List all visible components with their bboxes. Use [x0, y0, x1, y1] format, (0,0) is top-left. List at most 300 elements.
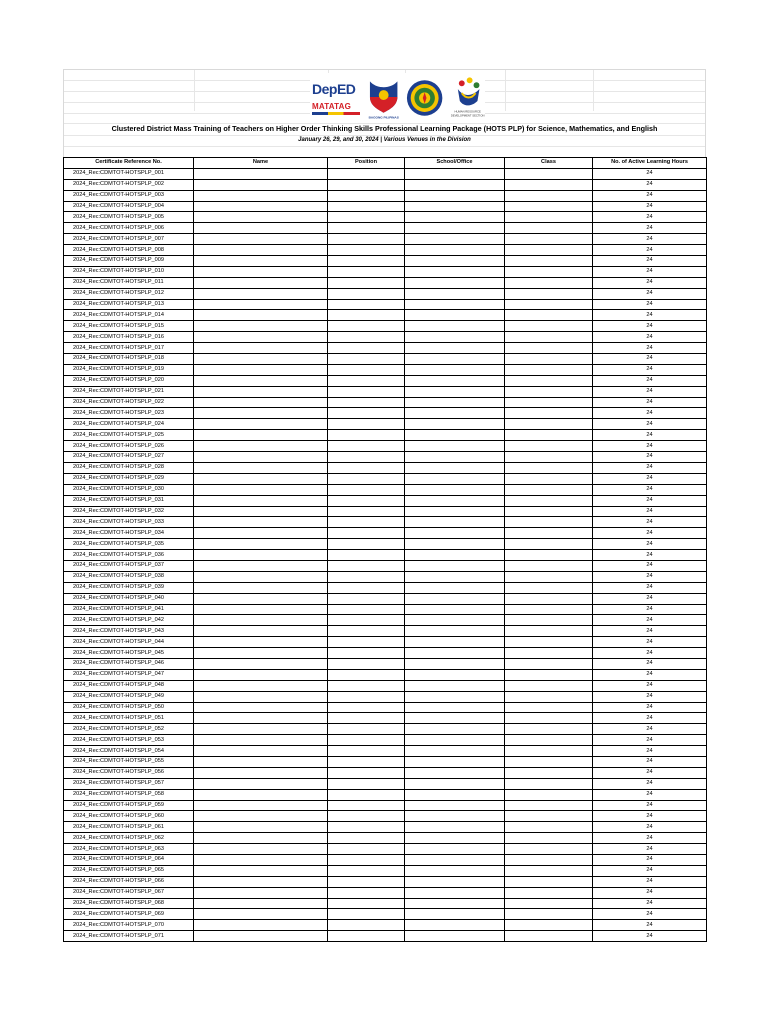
cell-class[interactable] — [505, 462, 593, 473]
cell-name[interactable] — [194, 844, 328, 855]
cell-name[interactable] — [194, 506, 328, 517]
table-row — [64, 321, 707, 332]
cell-school[interactable] — [405, 495, 505, 506]
cell-reference: 2024_Rec:CDMTOT-HOTSPLP_004 — [64, 201, 194, 212]
cell-school[interactable] — [405, 876, 505, 887]
cell-school[interactable] — [405, 637, 505, 648]
table-row — [64, 822, 707, 833]
cell-name[interactable] — [194, 375, 328, 386]
cell-school[interactable] — [405, 648, 505, 659]
cell-class[interactable] — [505, 582, 593, 593]
cell-name[interactable] — [194, 419, 328, 430]
cell-name[interactable] — [194, 223, 328, 234]
cell-name[interactable] — [194, 179, 328, 190]
cell-school[interactable] — [405, 201, 505, 212]
cell-name[interactable] — [194, 637, 328, 648]
cell-name[interactable] — [194, 517, 328, 528]
table-row — [64, 375, 707, 386]
cell-class[interactable] — [505, 528, 593, 539]
cell-class[interactable] — [505, 277, 593, 288]
cell-name[interactable] — [194, 539, 328, 550]
cell-class[interactable] — [505, 844, 593, 855]
cell-class[interactable] — [505, 266, 593, 277]
cell-name[interactable] — [194, 212, 328, 223]
cell-name[interactable] — [194, 931, 328, 942]
cell-name[interactable] — [194, 201, 328, 212]
cell-position[interactable] — [328, 386, 405, 397]
cell-position[interactable] — [328, 713, 405, 724]
cell-name[interactable] — [194, 299, 328, 310]
cell-position[interactable] — [328, 212, 405, 223]
cell-school[interactable] — [405, 212, 505, 223]
cell-position[interactable] — [328, 419, 405, 430]
cell-name[interactable] — [194, 691, 328, 702]
cell-name[interactable] — [194, 408, 328, 419]
cell-school[interactable] — [405, 343, 505, 354]
cell-position[interactable] — [328, 582, 405, 593]
cell-position[interactable] — [328, 245, 405, 256]
cell-school[interactable] — [405, 658, 505, 669]
cell-name[interactable] — [194, 833, 328, 844]
cell-school[interactable] — [405, 767, 505, 778]
cell-class[interactable] — [505, 473, 593, 484]
cell-position[interactable] — [328, 223, 405, 234]
cell-class[interactable] — [505, 484, 593, 495]
cell-position[interactable] — [328, 680, 405, 691]
cell-hours: 24 — [593, 452, 707, 463]
cell-position[interactable] — [328, 844, 405, 855]
cell-position[interactable] — [328, 375, 405, 386]
cell-name[interactable] — [194, 430, 328, 441]
cell-name[interactable] — [194, 266, 328, 277]
cell-position[interactable] — [328, 495, 405, 506]
cell-position[interactable] — [328, 593, 405, 604]
cell-class[interactable] — [505, 778, 593, 789]
cell-position[interactable] — [328, 560, 405, 571]
cell-name[interactable] — [194, 669, 328, 680]
cell-school[interactable] — [405, 822, 505, 833]
cell-name[interactable] — [194, 746, 328, 757]
cell-school[interactable] — [405, 397, 505, 408]
cell-school[interactable] — [405, 430, 505, 441]
cell-name[interactable] — [194, 354, 328, 365]
cell-class[interactable] — [505, 517, 593, 528]
cell-class[interactable] — [505, 713, 593, 724]
cell-class[interactable] — [505, 604, 593, 615]
cell-class[interactable] — [505, 506, 593, 517]
cell-position[interactable] — [328, 343, 405, 354]
cell-school[interactable] — [405, 168, 505, 179]
cell-position[interactable] — [328, 811, 405, 822]
cell-name[interactable] — [194, 332, 328, 343]
cell-school[interactable] — [405, 539, 505, 550]
cell-class[interactable] — [505, 746, 593, 757]
cell-school[interactable] — [405, 887, 505, 898]
cell-position[interactable] — [328, 397, 405, 408]
cell-name[interactable] — [194, 865, 328, 876]
spreadsheet — [63, 69, 706, 942]
cell-class[interactable] — [505, 223, 593, 234]
cell-position[interactable] — [328, 735, 405, 746]
cell-class[interactable] — [505, 909, 593, 920]
cell-school[interactable] — [405, 506, 505, 517]
cell-school[interactable] — [405, 441, 505, 452]
cell-school[interactable] — [405, 626, 505, 637]
cell-name[interactable] — [194, 397, 328, 408]
cell-class[interactable] — [505, 887, 593, 898]
cell-position[interactable] — [328, 887, 405, 898]
cell-position[interactable] — [328, 658, 405, 669]
cell-school[interactable] — [405, 452, 505, 463]
cell-class[interactable] — [505, 920, 593, 931]
cell-school[interactable] — [405, 245, 505, 256]
cell-name[interactable] — [194, 887, 328, 898]
cell-name[interactable] — [194, 800, 328, 811]
table-row — [64, 419, 707, 430]
cell-school[interactable] — [405, 517, 505, 528]
cell-position[interactable] — [328, 604, 405, 615]
cell-school[interactable] — [405, 223, 505, 234]
cell-position[interactable] — [328, 615, 405, 626]
cell-name[interactable] — [194, 593, 328, 604]
cell-school[interactable] — [405, 266, 505, 277]
cell-class[interactable] — [505, 789, 593, 800]
cell-class[interactable] — [505, 168, 593, 179]
cell-position[interactable] — [328, 256, 405, 267]
cell-name[interactable] — [194, 582, 328, 593]
cell-school[interactable] — [405, 256, 505, 267]
cell-position[interactable] — [328, 931, 405, 942]
cell-position[interactable] — [328, 865, 405, 876]
cell-class[interactable] — [505, 179, 593, 190]
cell-class[interactable] — [505, 408, 593, 419]
cell-class[interactable] — [505, 800, 593, 811]
cell-position[interactable] — [328, 876, 405, 887]
cell-name[interactable] — [194, 648, 328, 659]
cell-position[interactable] — [328, 201, 405, 212]
cell-name[interactable] — [194, 343, 328, 354]
cell-class[interactable] — [505, 680, 593, 691]
cell-school[interactable] — [405, 898, 505, 909]
cell-name[interactable] — [194, 277, 328, 288]
cell-school[interactable] — [405, 833, 505, 844]
cell-class[interactable] — [505, 256, 593, 267]
cell-class[interactable] — [505, 234, 593, 245]
cell-position[interactable] — [328, 789, 405, 800]
cell-position[interactable] — [328, 288, 405, 299]
cell-school[interactable] — [405, 920, 505, 931]
cell-school[interactable] — [405, 811, 505, 822]
cell-position[interactable] — [328, 190, 405, 201]
cell-position[interactable] — [328, 321, 405, 332]
cell-name[interactable] — [194, 713, 328, 724]
cell-school[interactable] — [405, 386, 505, 397]
cell-school[interactable] — [405, 735, 505, 746]
cell-position[interactable] — [328, 669, 405, 680]
cell-name[interactable] — [194, 615, 328, 626]
cell-position[interactable] — [328, 441, 405, 452]
cell-class[interactable] — [505, 441, 593, 452]
cell-school[interactable] — [405, 299, 505, 310]
cell-name[interactable] — [194, 168, 328, 179]
cell-school[interactable] — [405, 528, 505, 539]
cell-position[interactable] — [328, 626, 405, 637]
cell-name[interactable] — [194, 756, 328, 767]
cell-position[interactable] — [328, 310, 405, 321]
cell-name[interactable] — [194, 702, 328, 713]
cell-position[interactable] — [328, 648, 405, 659]
cell-position[interactable] — [328, 724, 405, 735]
cell-position[interactable] — [328, 179, 405, 190]
cell-position[interactable] — [328, 539, 405, 550]
cell-position[interactable] — [328, 266, 405, 277]
table-row — [64, 767, 707, 778]
cell-position[interactable] — [328, 833, 405, 844]
cell-class[interactable] — [505, 212, 593, 223]
cell-position[interactable] — [328, 746, 405, 757]
cell-class[interactable] — [505, 811, 593, 822]
cell-position[interactable] — [328, 408, 405, 419]
cell-name[interactable] — [194, 680, 328, 691]
cell-class[interactable] — [505, 615, 593, 626]
cell-position[interactable] — [328, 430, 405, 441]
cell-position[interactable] — [328, 767, 405, 778]
cell-position[interactable] — [328, 354, 405, 365]
cell-class[interactable] — [505, 855, 593, 866]
cell-position[interactable] — [328, 756, 405, 767]
cell-school[interactable] — [405, 354, 505, 365]
cell-name[interactable] — [194, 321, 328, 332]
cell-class[interactable] — [505, 419, 593, 430]
cell-name[interactable] — [194, 909, 328, 920]
cell-name[interactable] — [194, 484, 328, 495]
cell-name[interactable] — [194, 767, 328, 778]
cell-school[interactable] — [405, 462, 505, 473]
cell-position[interactable] — [328, 855, 405, 866]
cell-school[interactable] — [405, 604, 505, 615]
cell-name[interactable] — [194, 735, 328, 746]
cell-class[interactable] — [505, 375, 593, 386]
cell-position[interactable] — [328, 168, 405, 179]
cell-class[interactable] — [505, 724, 593, 735]
cell-name[interactable] — [194, 778, 328, 789]
cell-name[interactable] — [194, 822, 328, 833]
cell-position[interactable] — [328, 364, 405, 375]
cell-school[interactable] — [405, 680, 505, 691]
cell-school[interactable] — [405, 931, 505, 942]
cell-class[interactable] — [505, 702, 593, 713]
cell-reference: 2024_Rec:CDMTOT-HOTSPLP_038 — [64, 571, 194, 582]
cell-school[interactable] — [405, 321, 505, 332]
cell-school[interactable] — [405, 473, 505, 484]
cell-name[interactable] — [194, 256, 328, 267]
cell-class[interactable] — [505, 550, 593, 561]
cell-position[interactable] — [328, 473, 405, 484]
cell-class[interactable] — [505, 321, 593, 332]
cell-school[interactable] — [405, 593, 505, 604]
cell-school[interactable] — [405, 234, 505, 245]
cell-name[interactable] — [194, 560, 328, 571]
cell-class[interactable] — [505, 386, 593, 397]
cell-class[interactable] — [505, 735, 593, 746]
cell-position[interactable] — [328, 550, 405, 561]
cell-position[interactable] — [328, 702, 405, 713]
cell-school[interactable] — [405, 332, 505, 343]
cell-class[interactable] — [505, 397, 593, 408]
cell-class[interactable] — [505, 898, 593, 909]
cell-name[interactable] — [194, 724, 328, 735]
cell-name[interactable] — [194, 364, 328, 375]
cell-school[interactable] — [405, 615, 505, 626]
cell-name[interactable] — [194, 604, 328, 615]
cell-name[interactable] — [194, 310, 328, 321]
cell-class[interactable] — [505, 865, 593, 876]
cell-class[interactable] — [505, 756, 593, 767]
cell-class[interactable] — [505, 669, 593, 680]
cell-position[interactable] — [328, 571, 405, 582]
cell-school[interactable] — [405, 756, 505, 767]
cell-class[interactable] — [505, 648, 593, 659]
cell-hours: 24 — [593, 223, 707, 234]
cell-hours: 24 — [593, 844, 707, 855]
cell-name[interactable] — [194, 626, 328, 637]
cell-school[interactable] — [405, 419, 505, 430]
cell-class[interactable] — [505, 626, 593, 637]
cell-class[interactable] — [505, 201, 593, 212]
cell-class[interactable] — [505, 343, 593, 354]
cell-name[interactable] — [194, 462, 328, 473]
cell-class[interactable] — [505, 658, 593, 669]
cell-class[interactable] — [505, 299, 593, 310]
cell-school[interactable] — [405, 364, 505, 375]
cell-position[interactable] — [328, 484, 405, 495]
cell-class[interactable] — [505, 767, 593, 778]
table-row — [64, 550, 707, 561]
cell-school[interactable] — [405, 484, 505, 495]
cell-school[interactable] — [405, 277, 505, 288]
cell-position[interactable] — [328, 909, 405, 920]
cell-school[interactable] — [405, 190, 505, 201]
cell-position[interactable] — [328, 299, 405, 310]
cell-school[interactable] — [405, 778, 505, 789]
cell-school[interactable] — [405, 550, 505, 561]
cell-class[interactable] — [505, 691, 593, 702]
cell-school[interactable] — [405, 789, 505, 800]
cell-position[interactable] — [328, 332, 405, 343]
cell-name[interactable] — [194, 441, 328, 452]
cell-name[interactable] — [194, 190, 328, 201]
cell-school[interactable] — [405, 800, 505, 811]
cell-class[interactable] — [505, 245, 593, 256]
cell-school[interactable] — [405, 909, 505, 920]
cell-school[interactable] — [405, 746, 505, 757]
cell-name[interactable] — [194, 452, 328, 463]
cell-class[interactable] — [505, 593, 593, 604]
cell-position[interactable] — [328, 234, 405, 245]
cell-position[interactable] — [328, 691, 405, 702]
cell-hours: 24 — [593, 332, 707, 343]
cell-name[interactable] — [194, 920, 328, 931]
cell-position[interactable] — [328, 898, 405, 909]
cell-name[interactable] — [194, 571, 328, 582]
cell-school[interactable] — [405, 571, 505, 582]
cell-name[interactable] — [194, 288, 328, 299]
cell-school[interactable] — [405, 691, 505, 702]
cell-hours: 24 — [593, 920, 707, 931]
cell-class[interactable] — [505, 539, 593, 550]
cell-school[interactable] — [405, 288, 505, 299]
cell-position[interactable] — [328, 277, 405, 288]
cell-class[interactable] — [505, 822, 593, 833]
cell-position[interactable] — [328, 778, 405, 789]
cell-name[interactable] — [194, 789, 328, 800]
cell-name[interactable] — [194, 473, 328, 484]
cell-position[interactable] — [328, 822, 405, 833]
cell-class[interactable] — [505, 288, 593, 299]
cell-position[interactable] — [328, 462, 405, 473]
cell-position[interactable] — [328, 528, 405, 539]
cell-position[interactable] — [328, 920, 405, 931]
cell-class[interactable] — [505, 452, 593, 463]
cell-school[interactable] — [405, 724, 505, 735]
cell-class[interactable] — [505, 364, 593, 375]
cell-name[interactable] — [194, 658, 328, 669]
cell-school[interactable] — [405, 702, 505, 713]
cell-reference: 2024_Rec:CDMTOT-HOTSPLP_053 — [64, 735, 194, 746]
cell-name[interactable] — [194, 855, 328, 866]
cell-school[interactable] — [405, 844, 505, 855]
cell-name[interactable] — [194, 386, 328, 397]
cell-school[interactable] — [405, 408, 505, 419]
cell-position[interactable] — [328, 637, 405, 648]
cell-class[interactable] — [505, 637, 593, 648]
table-row — [64, 648, 707, 659]
cell-class[interactable] — [505, 354, 593, 365]
cell-name[interactable] — [194, 234, 328, 245]
cell-class[interactable] — [505, 332, 593, 343]
cell-school[interactable] — [405, 713, 505, 724]
cell-school[interactable] — [405, 375, 505, 386]
cell-school[interactable] — [405, 865, 505, 876]
cell-name[interactable] — [194, 811, 328, 822]
cell-school[interactable] — [405, 560, 505, 571]
cell-class[interactable] — [505, 833, 593, 844]
cell-school[interactable] — [405, 310, 505, 321]
cell-name[interactable] — [194, 876, 328, 887]
cell-class[interactable] — [505, 571, 593, 582]
cell-class[interactable] — [505, 310, 593, 321]
cell-class[interactable] — [505, 560, 593, 571]
cell-class[interactable] — [505, 931, 593, 942]
cell-position[interactable] — [328, 452, 405, 463]
cell-name[interactable] — [194, 898, 328, 909]
cell-class[interactable] — [505, 430, 593, 441]
cell-class[interactable] — [505, 876, 593, 887]
cell-school[interactable] — [405, 179, 505, 190]
cell-position[interactable] — [328, 517, 405, 528]
cell-position[interactable] — [328, 800, 405, 811]
cell-name[interactable] — [194, 245, 328, 256]
cell-school[interactable] — [405, 669, 505, 680]
cell-class[interactable] — [505, 190, 593, 201]
cell-position[interactable] — [328, 506, 405, 517]
cell-class[interactable] — [505, 495, 593, 506]
cell-name[interactable] — [194, 550, 328, 561]
cell-school[interactable] — [405, 855, 505, 866]
cell-name[interactable] — [194, 495, 328, 506]
cell-school[interactable] — [405, 582, 505, 593]
cell-name[interactable] — [194, 528, 328, 539]
